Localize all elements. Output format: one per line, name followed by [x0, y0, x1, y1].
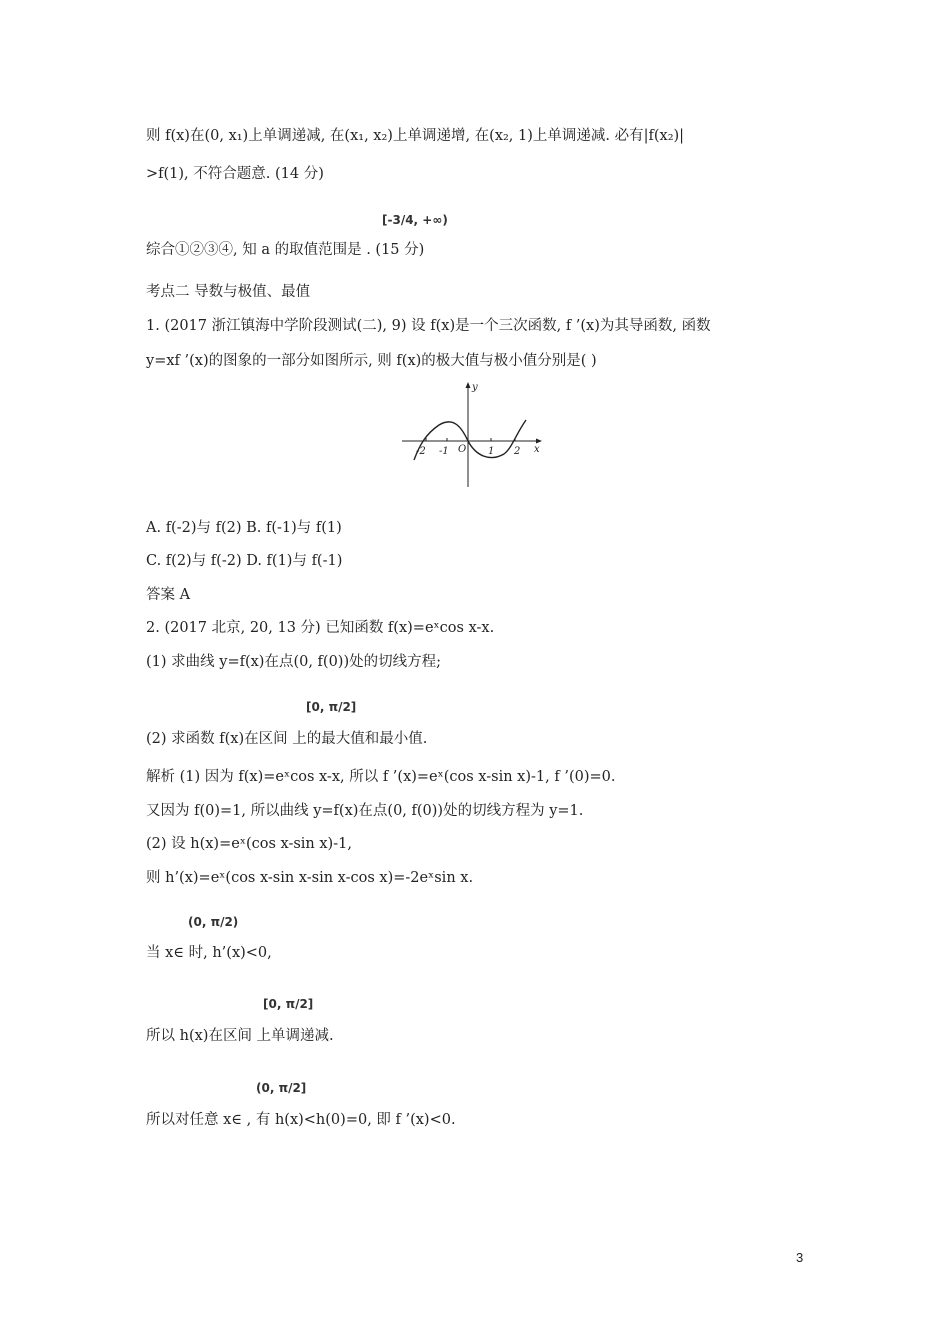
option-a-b: A. f(-2)与 f(2) B. f(-1)与 f(1): [146, 520, 342, 536]
formula-interval-open: (0, π/2): [188, 915, 239, 929]
solution-line-7: 所以对任意 x∈ , 有 h(x)<h(0)=0, 即 f ’(x)<0.: [146, 1112, 456, 1128]
solution-line-2: 又因为 f(0)=1, 所以曲线 y=f(x)在点(0, f(0))处的切线方程为 y=1.: [146, 803, 584, 819]
y-axis-label: y: [472, 382, 478, 393]
cubic-curve: [414, 420, 526, 460]
question-1-line-2: y=xf ’(x)的图象的一部分如图所示, 则 f(x)的极大值与极小值分别是( ): [146, 353, 597, 369]
line-1: 则 f(x)在(0, x₁)上单调递减, 在(x₁, x₂)上单调递增, 在(x₂, 1)上单调递减. 必有|f(x₂)|: [146, 128, 685, 144]
tick-label-neg2: -2: [416, 446, 426, 457]
y-axis-arrow: [466, 382, 471, 388]
solution-line-1: 解析 (1) 因为 f(x)=eˣcos x-x, 所以 f ’(x)=eˣ(cos x-sin x)-1, f ’(0)=0.: [146, 769, 616, 785]
question-2-stem: 2. (2017 北京, 20, 13 分) 已知函数 f(x)=eˣcos x-x.: [146, 620, 495, 636]
tick-label-2: 2: [514, 446, 521, 457]
question-2-part-1: (1) 求曲线 y=f(x)在点(0, f(0))处的切线方程;: [146, 654, 442, 670]
section-heading: 考点二 导数与极值、最值: [146, 284, 311, 300]
x-axis-label: x: [534, 444, 540, 455]
option-c-d: C. f(2)与 f(-2) D. f(1)与 f(-1): [146, 553, 343, 569]
formula-interval-half-open: (0, π/2]: [256, 1081, 307, 1095]
question-1-line-1: 1. (2017 浙江镇海中学阶段测试(二), 9) 设 f(x)是一个三次函数, f ’(x)为其导函数, 函数: [146, 318, 711, 334]
question-2-part-2: (2) 求函数 f(x)在区间 上的最大值和最小值.: [146, 731, 428, 747]
line-3: 综合①②③④, 知 a 的取值范围是 . (15 分): [146, 242, 425, 258]
formula-interval-closed-1: [0, π/2]: [306, 700, 357, 714]
x-axis-arrow: [536, 439, 542, 444]
solution-line-3: (2) 设 h(x)=eˣ(cos x-sin x)-1,: [146, 836, 352, 852]
formula-interval-closed-2: [0, π/2]: [263, 997, 314, 1011]
line-2: >f(1), 不符合题意. (14 分): [146, 166, 324, 182]
solution-line-6: 所以 h(x)在区间 上单调递减.: [146, 1028, 334, 1044]
answer: 答案 A: [146, 587, 191, 603]
origin-label: O: [458, 444, 467, 455]
page-number: 3: [796, 1250, 804, 1265]
solution-line-4: 则 h’(x)=eˣ(cos x-sin x-sin x-cos x)=-2eˣsin x.: [146, 870, 474, 886]
function-graph: [402, 380, 552, 490]
tick-label-neg1: -1: [439, 446, 449, 457]
formula-range-answer: [-3/4, +∞): [382, 213, 448, 227]
solution-line-5: 当 x∈ 时, h’(x)<0,: [146, 945, 272, 961]
tick-label-1: 1: [488, 446, 495, 457]
